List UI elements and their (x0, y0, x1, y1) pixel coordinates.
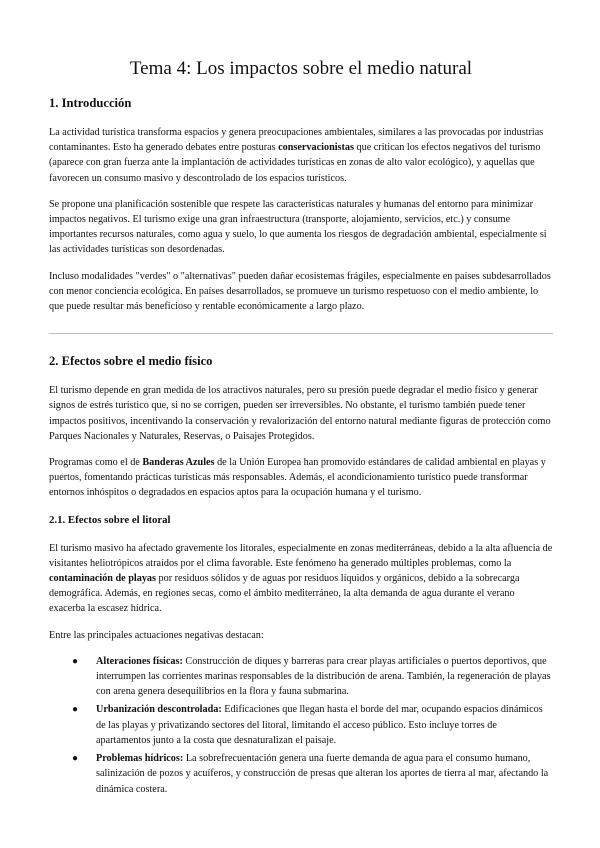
text-run: El turismo masivo ha afectado gravemente los litorales, especialmente en zonas mediterráneas, debido a la alta afluencia de visitantes heliotrópicos atraídos por el clima favorable. Este fenómeno ha generado múltiples problemas, como la (49, 542, 553, 569)
list-item-text: Edificaciones que llegan hasta el borde del mar, ocupando espacios dinámicos de las playas y privatizando sectores del litoral, limitando el acceso público. Esto incluye torres de apartamentos junto a la costa que desnaturalizan el paisaje. (96, 704, 543, 746)
text-run: de la Unión Europea han promovido estándares de calidad ambiental en playas y puertos, fomentando prácticas turísticas más responsables. Además, el acondicionamiento turístico puede transformar entornos inhóspitos o degradados en espacios aptos para la ocupación humana y el turismo. (49, 457, 546, 499)
list-item (72, 702, 553, 748)
bullet-icon: ● (72, 753, 79, 765)
list-item (72, 654, 553, 700)
section-heading-efectos: 2. Efectos sobre el medio físico (49, 354, 213, 369)
list-item-label: Problemas hídricos: (96, 753, 184, 765)
list-item-label: Alteraciones físicas: (96, 655, 183, 667)
litoral-paragraph-2: Entre las principales actuaciones negativas destacan: (49, 629, 264, 641)
litoral-paragraph-1 (49, 541, 553, 617)
text-run: La actividad turística transforma espacios y genera preocupaciones ambientales, similares a las provocadas por industrias contaminantes. Esto ha generado debates entre posturas (49, 127, 544, 154)
bold-term-banderas-azules: Banderas Azules (142, 457, 215, 469)
text-run: Programas como el de (49, 457, 143, 469)
section-divider (49, 333, 553, 334)
text-run: por residuos sólidos y de aguas por residuos líquidos y orgánicos, debido a la sobrecarga demográfica. Además, en regiones secas, como el ámbito mediterráneo, la alta demanda de agua durante el verano exacerba la escasez hídrica. (49, 573, 520, 615)
page-title: Tema 4: Los impactos sobre el medio natural (129, 58, 473, 79)
efectos-paragraph-1: El turismo depende en gran medida de los atractivos naturales, pero su presión puede degradar el medio físico y generar signos de estrés turístico que, si no se corrigen, pueden ser irreversibles. No obstante, el turismo también puede tener impactos positivos, incentivando la conservación y revalorización del entorno natural mediante figuras de protección como Parques Nacionales y Naturales, Reservas, o Paisajes Protegidos. (49, 385, 551, 442)
negative-actions-list (49, 654, 553, 797)
intro-paragraph-2: Se propone una planificación sostenible que respete las características naturales y humanas del entorno para minimizar impactos negativos. El turismo exige una gran infraestructura (transporte, alojamiento, servicios, etc.) y consume importantes recursos naturales, como agua y suelo, lo que aumenta los riesgos de degradación ambiental, especialmente si las actividades turísticas son desordenadas. (49, 198, 547, 256)
bold-term-conservacionistas: conservacionistas (278, 142, 354, 154)
intro-paragraph-1 (49, 125, 553, 186)
efectos-paragraph-2 (49, 455, 553, 501)
text-run: que critican los efectos negativos del turismo (aparece con gran fuerza ante la implantación de actividades turísticas en zonas de alto valor ecológico), y aquellas que favorecen un consumo masivo y descontrolado de los espacios turísticos. (49, 142, 541, 184)
bullet-icon: ● (72, 655, 79, 667)
subsection-heading-litoral: 2.1. Efectos sobre el litoral (49, 513, 171, 526)
bold-term-contaminacion-playas: contaminación de playas (49, 573, 156, 585)
section-heading-introduccion: 1. Introducción (49, 96, 132, 110)
bullet-icon: ● (72, 704, 79, 716)
list-item (72, 751, 553, 797)
list-item-text: La sobrefrecuentación genera una fuerte demanda de agua para el consumo humano, salinización de pozos y acuíferos, y construcción de presas que alteran los aportes de tierra al mar, afectando la dinámica costera. (96, 753, 549, 795)
intro-paragraph-3: Incluso modalidades "verdes" o "alternativas" pueden dañar ecosistemas frágiles, especialmente en países subdesarrollados con menor conciencia ecológica. En países desarrollados, se promueve un turismo respetuoso con el medio ambiente, lo que puede resultar más beneficioso y rentable económicamente a largo plazo. (49, 270, 551, 313)
list-item-text: Construcción de diques y barreras para crear playas artificiales o puertos deportivos, que interrumpen las corrientes marinas responsables de la distribución de arena. También, la regeneración de playas con arena genera desequilibrios en la flora y fauna submarina. (96, 655, 551, 698)
list-item-label: Urbanización descontrolada: (96, 704, 222, 716)
